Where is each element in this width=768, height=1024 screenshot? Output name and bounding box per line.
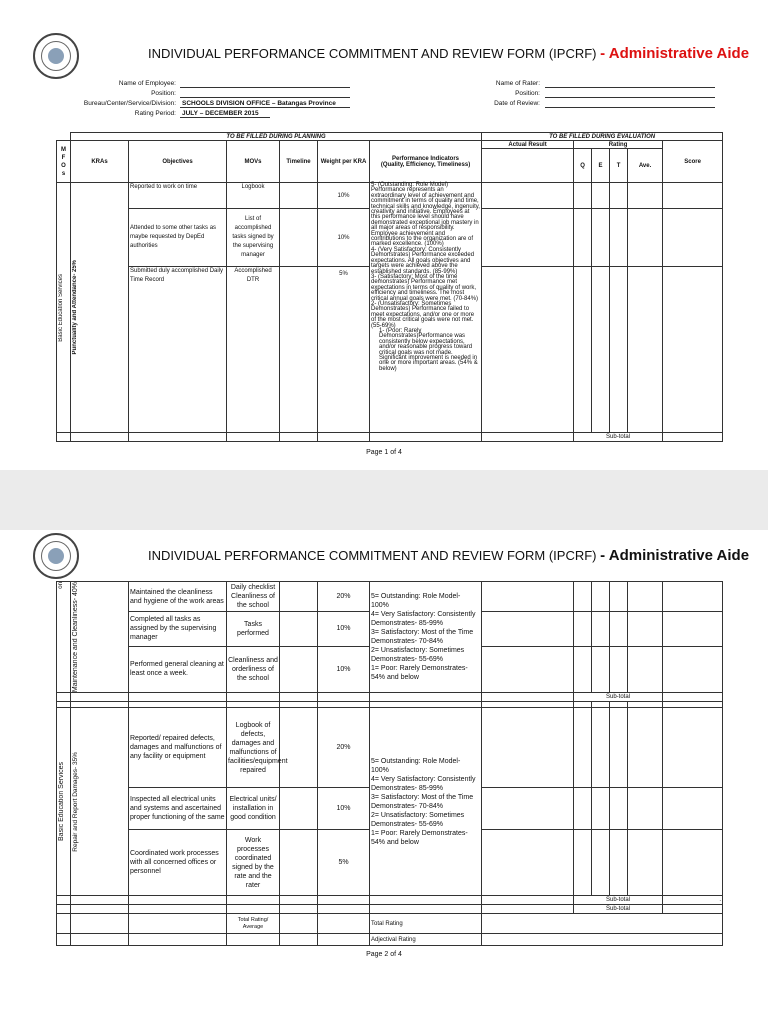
bureau-field[interactable] [180, 107, 350, 108]
page-2 [0, 530, 768, 1024]
q-cell[interactable] [574, 612, 592, 646]
subtotal-label: Sub-total [574, 905, 663, 914]
mov-cell[interactable]: Daily checklist Cleanliness of the school [227, 582, 280, 612]
objective-cell[interactable]: Reported to work on time [129, 183, 227, 209]
e-cell[interactable] [592, 209, 610, 267]
mfo-cell: Basic Education Services [57, 708, 71, 896]
subtotal-cell[interactable] [663, 433, 723, 442]
evaluation-header: TO BE FILLED DURING EVALUATION [482, 133, 723, 141]
name-of-rater-field[interactable] [545, 87, 715, 88]
mov-cell[interactable]: Work processes coordinated signed by the rate and the rater [227, 830, 280, 896]
score-cell[interactable] [663, 612, 723, 646]
date-of-review-label: Date of Review: [494, 100, 540, 107]
weight-cell: 5% [318, 267, 370, 433]
actual-result-cell[interactable] [482, 612, 574, 646]
form-title [148, 547, 749, 564]
timeline-cell[interactable] [280, 582, 318, 612]
timeline-cell[interactable] [280, 267, 318, 433]
page-gap [0, 470, 768, 530]
objectives-header: Objectives [129, 141, 227, 183]
timeline-cell[interactable] [280, 788, 318, 830]
rating-period-field[interactable] [180, 117, 270, 118]
t-cell[interactable] [610, 646, 628, 692]
objective-cell[interactable]: Reported/ repaired defects, damages and malfunctions of any facility or equipment [129, 708, 227, 788]
t-cell[interactable] [610, 788, 628, 830]
t-cell[interactable] [610, 582, 628, 612]
ave-cell[interactable] [628, 646, 663, 692]
deped-seal-icon [33, 533, 79, 579]
q-cell[interactable] [574, 209, 592, 267]
weight-cell: 10% [318, 788, 370, 830]
t-cell[interactable] [610, 267, 628, 433]
mov-cell[interactable]: Electrical units/ installation in good condition [227, 788, 280, 830]
ave-cell[interactable] [628, 612, 663, 646]
date-of-review-field[interactable] [545, 107, 715, 108]
score-cell[interactable] [663, 582, 723, 612]
name-of-employee-label: Name of Employee: [118, 80, 176, 87]
objective-cell[interactable]: Attended to some other tasks as maybe requested by DepEd authorities [129, 209, 227, 267]
timeline-cell[interactable] [280, 646, 318, 692]
subtotal-cell[interactable]: . [663, 896, 723, 905]
q-cell[interactable] [574, 788, 592, 830]
performance-indicators-cell: 5= Outstanding: Role Model- 100% 4= Very Satisfactory: Consistently Demonstrates- 85-99% 3= Satisfactory: Most of the Time Demonstrates- 70-84% 2= Unsatisfactory: Sometimes Demonstrates- 55-69% 1= Poor: Rarely Demonstrates- 54% and below [370, 582, 482, 693]
weight-cell: 10% [318, 646, 370, 692]
q-cell[interactable] [574, 830, 592, 896]
ipcrf-table-page2 [56, 581, 723, 946]
position-title-red: - Administrative Aide [600, 45, 750, 62]
actual-result-cell[interactable] [482, 830, 574, 896]
subtotal-label: Sub-total [574, 693, 663, 702]
score-cell[interactable] [663, 267, 723, 433]
weight-cell: 10% [318, 612, 370, 646]
name-of-employee-field[interactable] [180, 87, 350, 88]
adjectival-rating-cell[interactable] [482, 934, 723, 946]
objective-cell[interactable]: Maintained the cleanliness and hygiene of the work areas [129, 582, 227, 612]
planning-header: TO BE FILLED DURING PLANNING [71, 133, 482, 141]
t-cell[interactable] [610, 830, 628, 896]
position-field[interactable] [180, 97, 350, 98]
bureau-label: Bureau/Center/Service/Division: [83, 100, 176, 107]
mov-cell[interactable]: List of accomplished tasks signed by the supervising manager [227, 209, 280, 267]
e-cell[interactable] [592, 183, 610, 209]
t-cell[interactable] [610, 708, 628, 788]
page-number: Page 1 of 4 [366, 449, 402, 456]
timeline-cell[interactable] [280, 708, 318, 788]
position-label: Position: [151, 90, 176, 97]
mfo-cell: on [57, 582, 71, 693]
rater-position-field[interactable] [545, 97, 715, 98]
kra-cell: Maintenance and Cleanliness- 40% [71, 582, 129, 693]
t-cell[interactable] [610, 183, 628, 209]
subtotal-label: Sub-total [574, 433, 663, 442]
ave-cell[interactable] [628, 183, 663, 209]
ave-cell[interactable] [628, 267, 663, 433]
score-header: Score [663, 141, 723, 183]
t-cell[interactable] [610, 209, 628, 267]
form-title [148, 45, 749, 62]
score-cell[interactable] [663, 183, 723, 209]
total-rating-label: Total Rating [370, 914, 482, 934]
kra-cell: Punctuality and Attendance- 25% [71, 183, 129, 433]
q-cell[interactable] [574, 183, 592, 209]
performance-indicators-cell: 5= Outstanding: Role Model- 100% 4= Very Satisfactory: Consistently Demonstrates- 85-99% 3= Satisfactory: Most of the Time Demonstrates- 70-84% 2= Unsatisfactory: Sometimes Demonstrates- 55-69% 1= Poor: Rarely Demonstrates- 54% and below [370, 708, 482, 896]
performance-indicators-cell: 5- (Outstanding: Role Model) Performance represents an extraordinary level of achievement and commitment in terms of quality and time, technical skills and knowledge, ingenuity, creativity and initiative. Employees at this performance level should have demonstrated exceptional job mastery in all major areas of responsibility. Employee achievement and contributions to the organization are of marked excellence. (100%) 4- (Very Satisfactory: Consistently Demonstrates) Performance exceeded expectations. All goals objectives and targets were achieved above the established standards. (85-99%) 3- (Satisfactory: Most of the time demonstrates) Performance met expectations in terms of quality of work, efficiency and timeliness. The most critical annual goals were met. (70-84%) 2- (Unsatisfactory: Sometimes Demonstrates) Performance failed to meet expectations, and/or one or more of the most critical goals were not met. (55-69%) 1- (Poor: Rarely Demonstrates)Performance was consistently below expectations, and/or reasonable progress toward critical goals was not made. Significant improvement is needed in one or more important areas. (54% & below) [370, 183, 482, 433]
mov-cell[interactable]: Cleanliness and orderliness of the school [227, 646, 280, 692]
e-cell[interactable] [592, 612, 610, 646]
objective-cell[interactable]: Completed all tasks as assigned by the supervising manager [129, 612, 227, 646]
score-cell[interactable] [663, 646, 723, 692]
actual-result-cell[interactable] [482, 267, 574, 433]
timeline-header: Timeline [280, 141, 318, 183]
timeline-cell[interactable] [280, 612, 318, 646]
objective-cell[interactable]: Coordinated work processes with all concerned offices or personnel [129, 830, 227, 896]
actual-result-cell[interactable] [482, 708, 574, 788]
actual-result-cell[interactable] [482, 646, 574, 692]
total-rating-average-label: Total Rating/ Average [227, 914, 280, 934]
actual-result-cell[interactable] [482, 209, 574, 267]
rater-position-label: Position: [515, 90, 540, 97]
ave-cell[interactable] [628, 788, 663, 830]
form-title-text: INDIVIDUAL PERFORMANCE COMMITMENT AND REVIEW FORM (IPCRF) [148, 548, 597, 563]
e-cell[interactable] [592, 646, 610, 692]
objective-cell[interactable]: Submitted duly accomplished Daily Time Record [129, 267, 227, 433]
position-title: - Administrative Aide [600, 547, 750, 564]
subtotal-cell[interactable] [663, 693, 723, 702]
rating-header: Rating [574, 141, 663, 149]
total-rating-cell[interactable] [482, 914, 723, 934]
bureau-value: SCHOOLS DIVISION OFFICE – Batangas Province [182, 100, 336, 107]
mov-cell[interactable]: Logbook [227, 183, 280, 209]
kras-header: KRAs [71, 141, 129, 183]
kra-cell: Repair and Report Damages- 35% [71, 708, 129, 896]
page-number: Page 2 of 4 [366, 951, 402, 958]
quality-header: Q [574, 149, 592, 183]
adjectival-rating-label: Adjectival Rating [370, 934, 482, 946]
mov-cell[interactable]: Accomplished DTR [227, 267, 280, 433]
q-cell[interactable] [574, 267, 592, 433]
score-cell[interactable] [663, 788, 723, 830]
mov-cell[interactable]: Logbook of defects, damages and malfunctions of facilities/equipment repaired [227, 708, 280, 788]
subtotal-cell[interactable] [663, 905, 723, 914]
e-cell[interactable] [592, 267, 610, 433]
e-cell[interactable] [592, 582, 610, 612]
weight-cell: 20% [318, 582, 370, 612]
movs-header: MOVs [227, 141, 280, 183]
name-of-rater-label: Name of Rater: [495, 80, 540, 87]
actual-result-header: Actual Result [482, 141, 574, 149]
score-cell[interactable] [663, 708, 723, 788]
page-1 [0, 0, 768, 470]
q-cell[interactable] [574, 708, 592, 788]
timeline-cell[interactable] [280, 209, 318, 267]
objective-cell[interactable]: Performed general cleaning at least once a week. [129, 646, 227, 692]
efficiency-header: E [592, 149, 610, 183]
ave-cell[interactable] [628, 209, 663, 267]
q-cell[interactable] [574, 646, 592, 692]
ave-cell[interactable] [628, 830, 663, 896]
ave-cell[interactable] [628, 582, 663, 612]
mov-cell[interactable]: Tasks performed [227, 612, 280, 646]
weight-cell: 5% [318, 830, 370, 896]
rating-period-value: JULY – DECEMBER 2015 [182, 110, 259, 117]
t-cell[interactable] [610, 612, 628, 646]
form-title-text: INDIVIDUAL PERFORMANCE COMMITMENT AND REVIEW FORM (IPCRF) [148, 46, 597, 61]
score-cell[interactable] [663, 830, 723, 896]
objective-cell[interactable]: Inspected all electrical units and systems and ascertained proper functioning of the same [129, 788, 227, 830]
weight-cell: 20% [318, 708, 370, 788]
weight-cell: 10% [318, 183, 370, 209]
deped-seal-icon [33, 33, 79, 79]
q-cell[interactable] [574, 582, 592, 612]
timeliness-header: T [610, 149, 628, 183]
timeline-cell[interactable] [280, 830, 318, 896]
average-header: Ave. [628, 149, 663, 183]
mfo-header: M F O s [57, 141, 71, 183]
actual-result-cell[interactable] [482, 183, 574, 209]
score-cell[interactable] [663, 209, 723, 267]
rating-period-label: Rating Period: [134, 110, 176, 117]
subtotal-label: Sub-total [574, 896, 663, 905]
ipcrf-table-page1 [56, 132, 723, 442]
performance-indicators-header: Performance Indicators (Quality, Efficiency, Timeliness) [370, 141, 482, 183]
ave-cell[interactable] [628, 708, 663, 788]
mfo-cell: Basic Education Services [57, 183, 71, 433]
e-cell[interactable] [592, 708, 610, 788]
actual-result-cell[interactable] [482, 582, 574, 612]
e-cell[interactable] [592, 788, 610, 830]
actual-result-cell[interactable] [482, 788, 574, 830]
timeline-cell[interactable] [280, 183, 318, 209]
weight-header: Weight per KRA [318, 141, 370, 183]
e-cell[interactable] [592, 830, 610, 896]
weight-cell: 10% [318, 209, 370, 267]
